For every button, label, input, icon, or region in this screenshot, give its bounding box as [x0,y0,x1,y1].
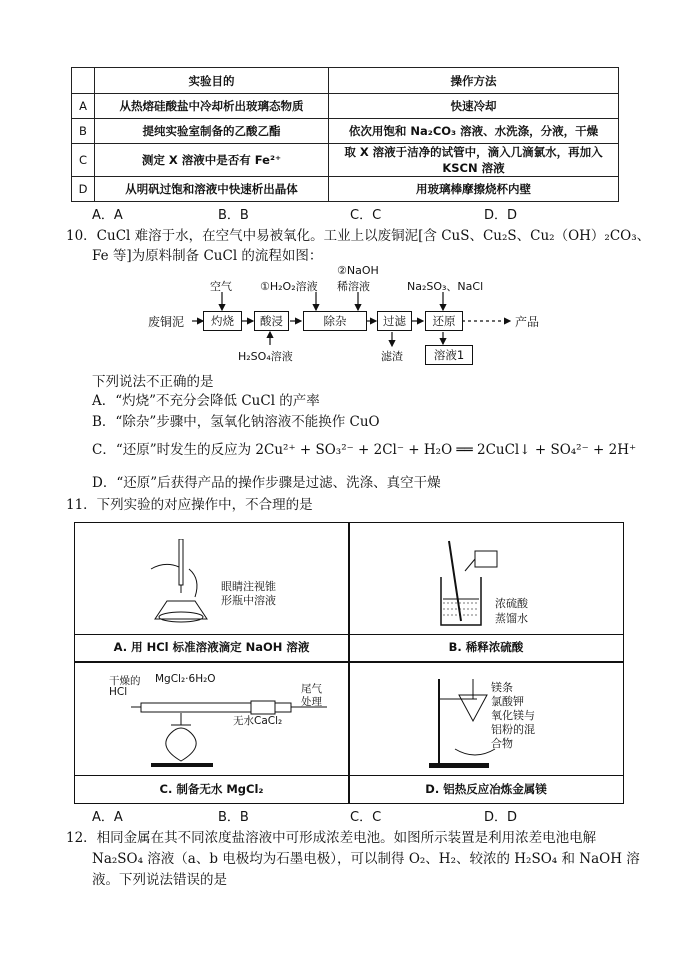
flow-residue: 滤渣 [381,350,403,363]
experiment-table [71,67,619,202]
titration-apparatus [145,539,225,629]
grid-divider-horizontal [75,661,623,663]
flow-solution1: 溶液1 [425,345,473,365]
row-key: B [72,119,95,144]
panel-d-note4: 铝粉的混 [491,723,535,736]
flow-reagent-dilute: 稀溶液 [337,280,370,293]
q11-stem: 11．下列实验的对应操作中，不合理的是 [66,497,313,513]
grid-caption-line-bottom [75,775,623,776]
option-c[interactable]: C．C [350,810,382,825]
row-goal: 从热熔硅酸盐中冷却析出玻璃态物质 [95,94,329,119]
panel-c-tail2: 处理 [301,696,322,708]
row-goal: 测定 X 溶液中是否有 Fe²⁺ [95,144,329,177]
row-method: 用玻璃棒摩擦烧杯内壁 [329,177,619,202]
option-c[interactable]: C．C [350,208,382,223]
option-b[interactable]: B．B [218,208,249,223]
q10-option-c[interactable]: C．“还原”时发生的反应为 2Cu²⁺ + SO₃²⁻ + 2Cl⁻ + H₂O ══ 2CuCl↓ + SO₄²⁻ + 2H⁺ [92,442,637,458]
panel-b-note2: 蒸馏水 [495,612,528,625]
panel-d-note3: 氧化镁与 [491,709,535,722]
row-method: 快速冷却 [329,94,619,119]
panel-c-cacl2: 无水CaCl₂ [233,715,283,727]
table-header-row [72,68,619,94]
flow-step-purify: 除杂 [303,311,367,331]
q10-option-d[interactable]: D．“还原”后获得产品的操作步骤是过滤、洗涤、真空干燥 [92,475,441,491]
panel-a-caption: A. 用 HCl 标准溶液滴定 NaOH 溶液 [113,640,310,654]
flow-step-filter: 过滤 [377,311,412,331]
option-d[interactable]: D．D [484,208,518,223]
panel-a-note2: 形瓶中溶液 [221,594,276,607]
row-key: A [72,94,95,119]
option-a[interactable]: A．A [92,208,123,223]
flow-step-acid-leach: 酸浸 [254,311,289,331]
q12-line2: Na₂SO₄ 溶液（a、b 电极均为石墨电极），可以制得 O₂、H₂、较浓的 H₂SO₄ 和 NaOH 溶 [92,851,640,867]
row-method: 依次用饱和 Na₂CO₃ 溶液、水洗涤，分液，干燥 [329,119,619,144]
apparatus-grid [74,522,624,804]
table-row [72,119,619,144]
table-row [72,144,619,177]
q10-prompt: 下列说法不正确的是 [92,374,214,390]
panel-d-note5: 合物 [491,737,513,750]
flow-reagent-naoh: ②NaOH [337,264,379,277]
option-d[interactable]: D．D [484,810,518,825]
panel-d-note1: 镁条 [491,681,513,694]
flow-h2so4: H₂SO₄溶液 [238,350,293,363]
q10-option-b[interactable]: B．“除杂”步骤中，氢氧化钠溶液不能换作 CuO [92,414,380,430]
row-method: 取 X 溶液于洁净的试管中，滴入几滴氯水，再加入 KSCN 溶液 [329,144,619,177]
table-row [72,177,619,202]
panel-b-caption: B. 稀释浓硫酸 [448,640,524,654]
panel-c-salt: MgCl₂·6H₂O [155,673,216,685]
flow-step-roast: 灼烧 [203,311,242,331]
option-a[interactable]: A．A [92,810,123,825]
flow-reagent-h2o2: ①H₂O₂溶液 [260,280,318,293]
panel-d-caption: D. 铝热反应冶炼金属镁 [425,782,547,796]
option-b[interactable]: B．B [218,810,249,825]
q10-stem-line2: Fe 等]为原料制备 CuCl 的流程如图： [92,248,323,264]
row-goal: 提纯实验室制备的乙酸乙酯 [95,119,329,144]
header-method: 操作方法 [329,68,619,94]
table-row [72,94,619,119]
panel-d-note2: 氯酸钾 [491,695,524,708]
flow-air: 空气 [210,280,232,293]
panel-b-note1: 浓硫酸 [495,597,528,610]
grid-divider-vertical [348,523,350,803]
flow-step-reduce: 还原 [425,311,463,331]
q12-line1: 12．相同金属在其不同浓度盐溶液中可形成浓差电池。如图所示装置是利用浓差电池电解 [66,830,597,846]
panel-c-dry1: 干燥的 [109,675,141,687]
q12-line3: 液。下列说法错误的是 [92,872,227,888]
row-key: C [72,144,95,177]
flow-product: 产品 [515,315,540,329]
panel-c-caption: C. 制备无水 MgCl₂ [159,782,264,796]
row-key: D [72,177,95,202]
flow-raw: 废铜泥 [148,315,185,329]
q10-stem-line1: 10．CuCl 难溶于水，在空气中易被氧化。工业上以废铜泥[含 CuS、Cu₂S、Cu₂（OH）₂CO₃、 [66,228,651,244]
q10-option-a[interactable]: A．“灼烧”不充分会降低 CuCl 的产率 [92,393,320,409]
grid-caption-line-top [75,634,623,635]
flow-reagent-na2so3: Na₂SO₃、NaCl [407,280,484,293]
panel-c-dry2: HCl [109,686,128,698]
panel-c-tail1: 尾气 [301,683,322,695]
panel-a-note1: 眼睛注视锥 [221,580,276,593]
row-goal: 从明矾过饱和溶液中快速析出晶体 [95,177,329,202]
header-goal: 实验目的 [95,68,329,94]
